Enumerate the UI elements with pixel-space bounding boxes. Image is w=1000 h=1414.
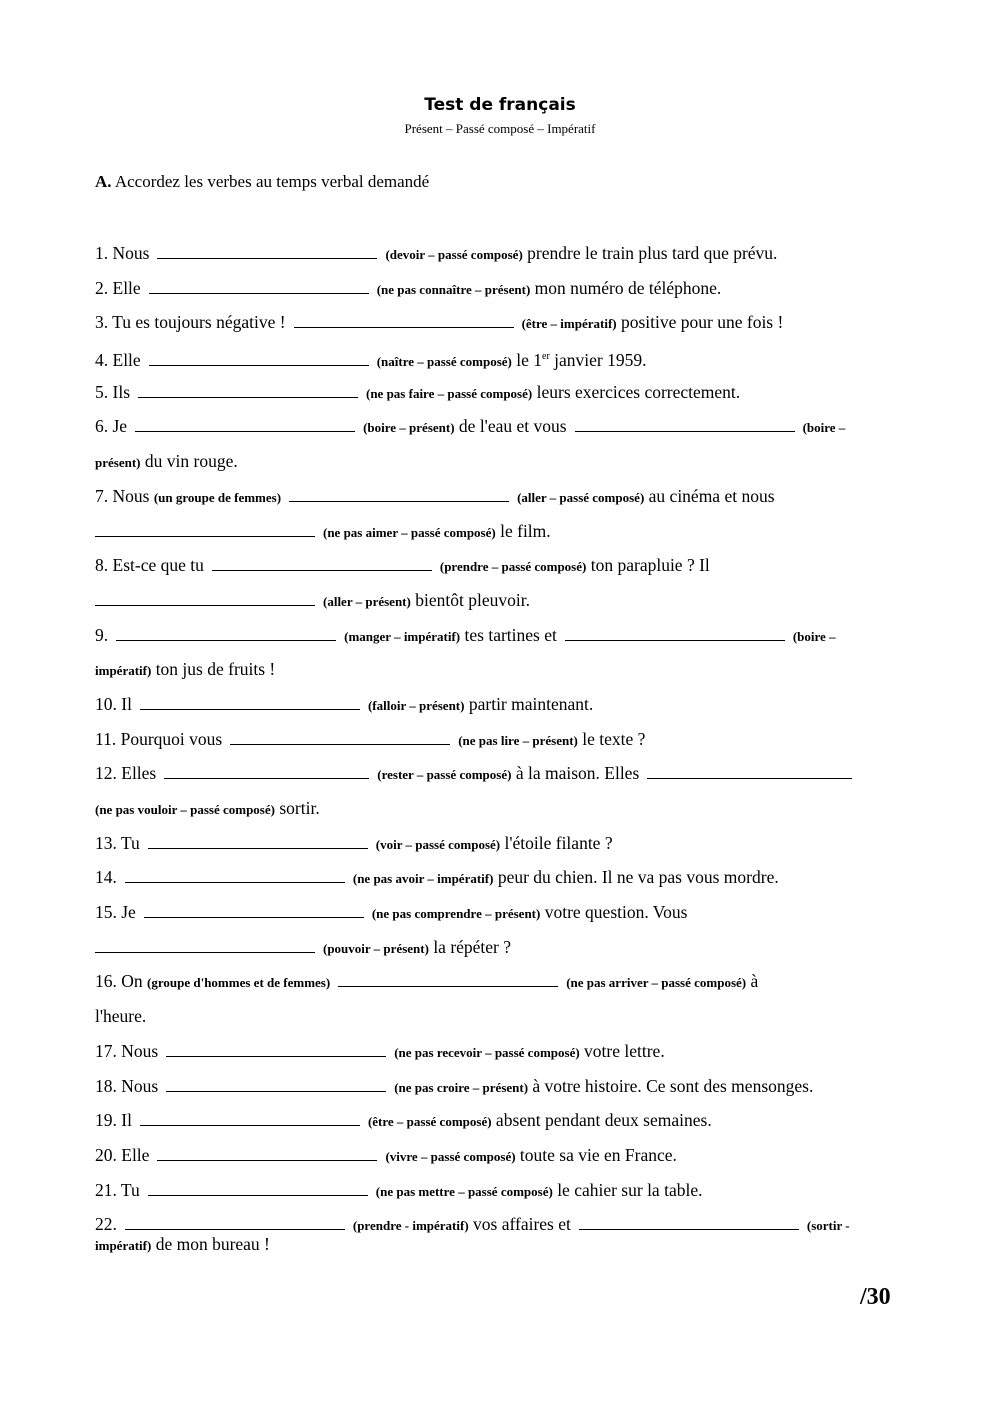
- item-text: partir maintenant.: [468, 693, 594, 714]
- item-text: 2. Elle: [95, 277, 141, 298]
- exercise-item: [95, 1103, 905, 1138]
- verb-hint: (prendre – passé composé): [439, 559, 587, 575]
- answer-blank[interactable]: [125, 866, 345, 883]
- item-text: 18. Nous: [95, 1075, 159, 1096]
- verb-hint: (voir – passé composé): [375, 836, 501, 852]
- verb-hint: (ne pas avoir – impératif): [352, 871, 494, 887]
- answer-blank[interactable]: [212, 554, 432, 571]
- exercise-item: [95, 826, 905, 861]
- exercise-item-continued: [95, 444, 905, 479]
- verb-hint: (vivre – passé composé): [385, 1148, 516, 1164]
- exercise-item: [95, 618, 905, 653]
- item-text: janvier 1959.: [549, 349, 647, 370]
- exercise-item: [95, 375, 905, 410]
- item-text: ton parapluie ? Il: [590, 555, 710, 576]
- exercise-item: [95, 305, 905, 340]
- verb-hint: (ne pas mettre – passé composé): [375, 1183, 553, 1199]
- verb-hint: (devoir – passé composé): [385, 247, 523, 262]
- exercise-item-continued: [95, 583, 905, 618]
- exercise-item: [95, 548, 905, 583]
- answer-blank[interactable]: [575, 415, 795, 432]
- verb-hint: (sortir -: [806, 1218, 850, 1234]
- page-subtitle: Présent – Passé composé – Impératif: [404, 121, 596, 136]
- item-text: 4. Elle: [95, 349, 141, 370]
- verb-hint: (être – passé composé): [367, 1114, 492, 1130]
- exercise-item: [95, 409, 905, 444]
- item-text: 11. Pourquoi vous: [95, 728, 223, 749]
- verb-hint: (manger – impératif): [344, 628, 461, 644]
- item-text: à la maison. Elles: [515, 763, 640, 784]
- item-text: le texte ?: [582, 728, 646, 749]
- verb-hint: (falloir – présent): [367, 697, 465, 713]
- item-text: 20. Elle: [95, 1144, 150, 1165]
- item-text: 7. Nous: [95, 485, 150, 506]
- answer-blank[interactable]: [148, 1179, 368, 1196]
- verb-hint: (ne pas faire – passé composé): [366, 385, 533, 401]
- answer-blank[interactable]: [95, 936, 315, 953]
- verb-hint: (pouvoir – présent): [323, 940, 429, 956]
- verb-hint: (être – impératif): [521, 316, 617, 332]
- item-text: 19. Il: [95, 1110, 132, 1131]
- item-text: 16. On: [95, 971, 143, 992]
- exercise-item: [95, 687, 905, 722]
- exercise-item: [95, 860, 905, 895]
- exercise-item-continued: [95, 930, 905, 965]
- exercise-item: [95, 1173, 905, 1208]
- answer-blank[interactable]: [140, 693, 360, 710]
- item-text: 13. Tu: [95, 832, 140, 853]
- answer-blank[interactable]: [144, 901, 364, 918]
- verb-hint: (ne pas connaître – présent): [376, 281, 531, 297]
- item-text: 14.: [95, 867, 117, 888]
- item-text: vos affaires et: [473, 1214, 571, 1235]
- verb-hint: (ne pas aimer – passé composé): [323, 524, 496, 540]
- item-text: de mon bureau !: [155, 1233, 270, 1254]
- item-text: au cinéma et nous: [648, 485, 775, 506]
- item-text: l'heure.: [95, 1006, 147, 1027]
- answer-blank[interactable]: [95, 520, 315, 537]
- exercise-item-continued: [95, 514, 905, 549]
- exercise-item: [95, 479, 905, 514]
- score-total: /30: [860, 1284, 891, 1310]
- verb-hint: (boire –: [802, 420, 846, 436]
- answer-blank[interactable]: [157, 1144, 377, 1161]
- item-text: bientôt pleuvoir.: [415, 589, 530, 610]
- answer-blank[interactable]: [294, 311, 514, 328]
- verb-hint: (aller – passé composé): [517, 489, 645, 505]
- verb-hint: (ne pas vouloir – passé composé): [95, 802, 275, 817]
- item-text: 1. Nous: [95, 243, 150, 263]
- item-text: à: [750, 971, 759, 992]
- item-text: votre question. Vous: [544, 902, 688, 923]
- exercise-item: [95, 895, 905, 930]
- item-text: 10. Il: [95, 693, 132, 714]
- subject-hint: (groupe d'hommes et de femmes): [147, 975, 331, 991]
- verb-hint: (ne pas croire – présent): [394, 1079, 529, 1095]
- item-text: 22.: [95, 1214, 117, 1235]
- exercise-item: [95, 722, 905, 757]
- answer-blank[interactable]: [140, 1109, 360, 1126]
- verb-hint: (boire – présent): [363, 420, 455, 436]
- answer-blank[interactable]: [164, 762, 369, 779]
- verb-hint: (rester – passé composé): [377, 767, 512, 783]
- ordinal-suffix: er: [542, 351, 550, 363]
- verb-hint: (naître – passé composé): [376, 353, 512, 369]
- answer-blank[interactable]: [125, 1213, 345, 1230]
- exercise-item: [95, 340, 905, 375]
- section-letter: A.: [95, 172, 112, 191]
- verb-hint: (ne pas arriver – passé composé): [566, 975, 747, 991]
- item-text: 5. Ils: [95, 381, 130, 402]
- item-text: votre lettre.: [584, 1040, 665, 1061]
- item-text: 21. Tu: [95, 1179, 140, 1200]
- answer-blank[interactable]: [116, 624, 336, 641]
- item-text: ton jus de fruits !: [155, 659, 276, 680]
- answer-blank[interactable]: [647, 762, 852, 779]
- item-text: 12. Elles: [95, 763, 157, 784]
- item-text: la répéter ?: [433, 936, 512, 957]
- exercise-item: [95, 236, 905, 271]
- item-text: positive pour une fois !: [620, 312, 784, 333]
- verb-hint: (ne pas recevoir – passé composé): [394, 1044, 580, 1060]
- item-text: prendre le train plus tard que prévu.: [527, 243, 778, 263]
- verb-hint: impératif): [95, 663, 152, 679]
- exercise-item: [95, 964, 905, 999]
- item-text: le film.: [500, 520, 551, 541]
- answer-blank[interactable]: [149, 349, 369, 366]
- exercise-item: [95, 1138, 905, 1173]
- exercise-item: [95, 271, 905, 306]
- item-text: 6. Je: [95, 416, 128, 437]
- answer-blank[interactable]: [289, 485, 509, 502]
- answer-blank[interactable]: [135, 415, 355, 432]
- subject-hint: (un groupe de femmes): [153, 489, 282, 505]
- exercise-item: [95, 1069, 905, 1104]
- verb-hint: impératif): [95, 1237, 152, 1253]
- verb-hint: (ne pas comprendre – présent): [371, 906, 541, 922]
- exercise-item-continued: [95, 999, 905, 1034]
- answer-blank[interactable]: [157, 242, 377, 259]
- verb-hint: (prendre - impératif): [352, 1218, 469, 1234]
- answer-blank[interactable]: [138, 381, 358, 398]
- item-text: toute sa vie en France.: [519, 1144, 677, 1165]
- exercise-item-continued: [95, 791, 905, 826]
- item-text: mon numéro de téléphone.: [534, 277, 722, 298]
- exercise-item: [95, 756, 905, 791]
- verb-hint: (aller – présent): [323, 593, 411, 609]
- item-text: 9.: [95, 624, 109, 645]
- verb-hint: (ne pas lire – présent): [458, 732, 578, 748]
- answer-blank[interactable]: [149, 277, 369, 294]
- item-text: 15. Je: [95, 902, 136, 923]
- section-instruction: Accordez les verbes au temps verbal demandé: [114, 172, 430, 191]
- item-text: à votre histoire. Ce sont des mensonges.: [532, 1075, 814, 1096]
- answer-blank[interactable]: [579, 1213, 799, 1230]
- section-heading: [95, 172, 429, 192]
- item-text: 3. Tu es toujours négative !: [95, 312, 286, 333]
- verb-hint: présent): [95, 455, 141, 471]
- item-text: le cahier sur la table.: [557, 1179, 703, 1200]
- item-text: peur du chien. Il ne va pas vous mordre.: [497, 867, 779, 888]
- item-text: l'étoile filante ?: [504, 832, 613, 853]
- exercise-item: [95, 1034, 905, 1069]
- item-text: du vin rouge.: [144, 451, 238, 472]
- answer-blank[interactable]: [166, 1075, 386, 1092]
- item-text: le 1: [516, 349, 542, 370]
- item-text: sortir.: [279, 798, 320, 818]
- answer-blank[interactable]: [230, 728, 450, 745]
- item-text: leurs exercices correctement.: [536, 381, 741, 402]
- exercise-list: [95, 236, 905, 1256]
- answer-blank[interactable]: [148, 832, 368, 849]
- answer-blank[interactable]: [95, 589, 315, 606]
- answer-blank[interactable]: [166, 1040, 386, 1057]
- item-text: tes tartines et: [464, 624, 557, 645]
- item-text: 17. Nous: [95, 1040, 159, 1061]
- page-title: Test de français: [424, 95, 576, 115]
- exercise-item-continued: [95, 652, 905, 687]
- item-text: absent pendant deux semaines.: [495, 1110, 712, 1131]
- answer-blank[interactable]: [338, 970, 558, 987]
- item-text: de l'eau et vous: [458, 416, 567, 437]
- answer-blank[interactable]: [565, 624, 785, 641]
- verb-hint: (boire –: [792, 628, 836, 644]
- item-text: 8. Est-ce que tu: [95, 555, 204, 576]
